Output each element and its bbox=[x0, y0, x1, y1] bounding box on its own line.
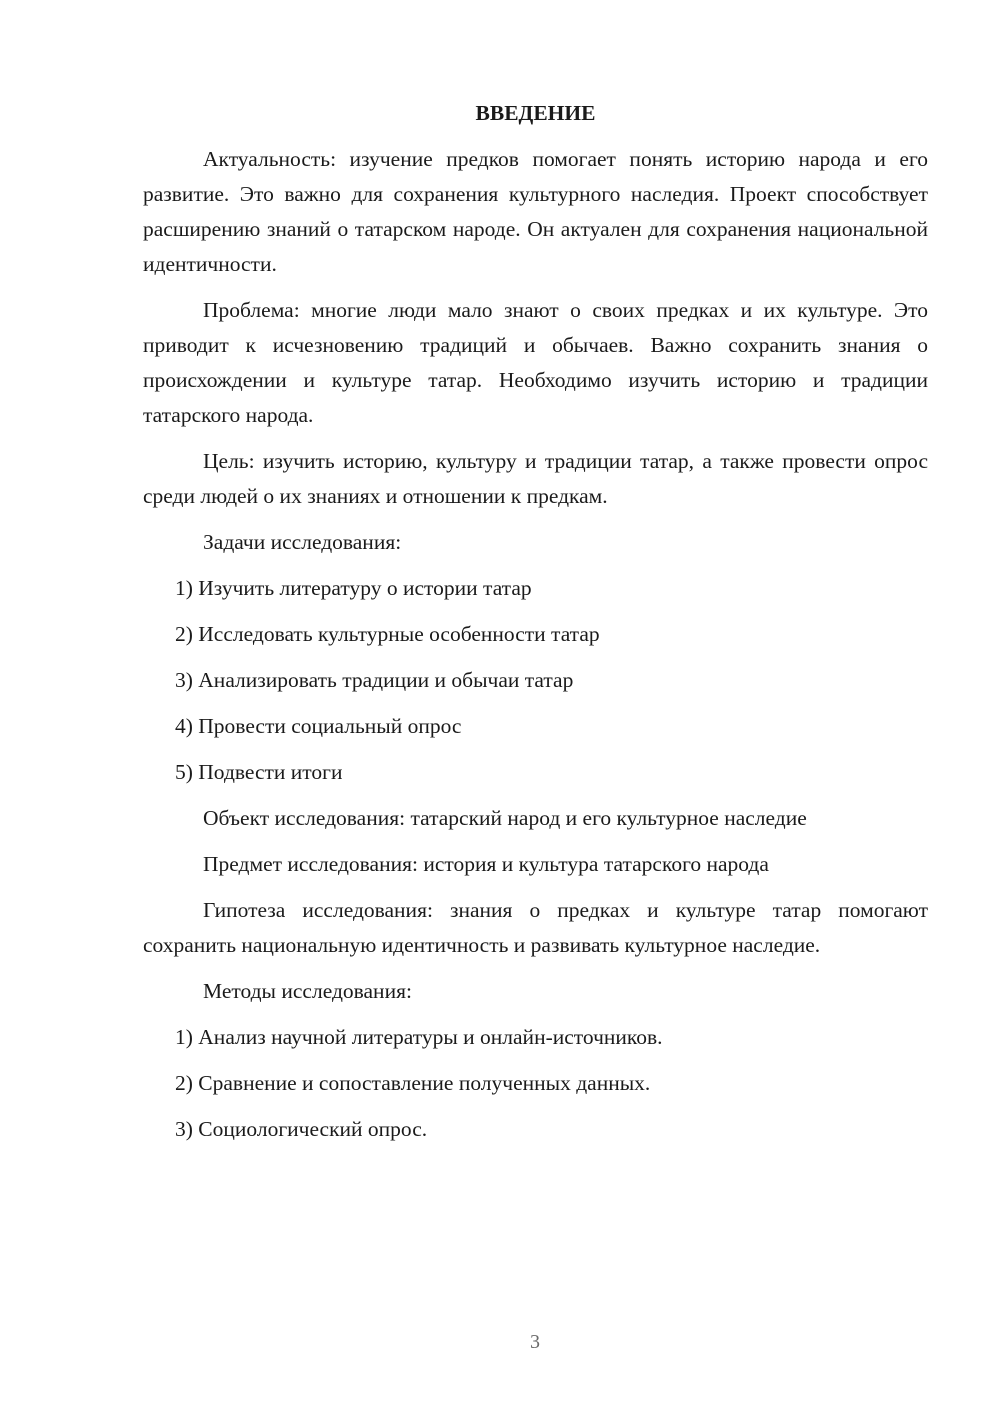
methods-heading: Методы исследования: bbox=[203, 979, 412, 1003]
task-item: 3) Анализировать традиции и обычаи татар bbox=[175, 668, 574, 692]
relevance-paragraph: Актуальность: изучение предков помогает понять историю народа и его развитие. Это важно для сохранения культурного наследия. Проект способствует расширению знаний о татарском народе. Он актуален для сохранения национальной идентичности. bbox=[143, 147, 928, 276]
problem-paragraph: Проблема: многие люди мало знают о своих предках и их культуре. Это приводит к исчезновению традиций и обычаев. Важно сохранить знания о происхождении и культуре татар. Необходимо изучить историю и традиции татарского народа. bbox=[143, 298, 928, 427]
task-item: 1) Изучить литературу о истории татар bbox=[175, 576, 532, 600]
tasks-heading: Задачи исследования: bbox=[203, 530, 402, 554]
goal-paragraph: Цель: изучить историю, культуру и традиции татар, а также провести опрос среди людей о их знаниях и отношении к предкам. bbox=[143, 449, 928, 508]
research-object: Объект исследования: татарский народ и его культурное наследие bbox=[203, 806, 807, 830]
method-item: 1) Анализ научной литературы и онлайн-источников. bbox=[175, 1025, 663, 1049]
hypothesis-paragraph: Гипотеза исследования: знания о предках и культуре татар помогают сохранить национальную идентичность и развивать культурное наследие. bbox=[143, 898, 928, 957]
document-page bbox=[143, 96, 928, 1158]
task-item: 5) Подвести итоги bbox=[175, 760, 343, 784]
method-item: 2) Сравнение и сопоставление полученных данных. bbox=[175, 1071, 651, 1095]
task-item: 2) Исследовать культурные особенности татар bbox=[175, 622, 600, 646]
research-subject: Предмет исследования: история и культура татарского народа bbox=[203, 852, 769, 876]
method-item: 3) Социологический опрос. bbox=[175, 1117, 428, 1141]
task-item: 4) Провести социальный опрос bbox=[175, 714, 462, 738]
page-number: 3 bbox=[530, 1331, 540, 1353]
page-title: ВВЕДЕНИЕ bbox=[475, 101, 596, 125]
